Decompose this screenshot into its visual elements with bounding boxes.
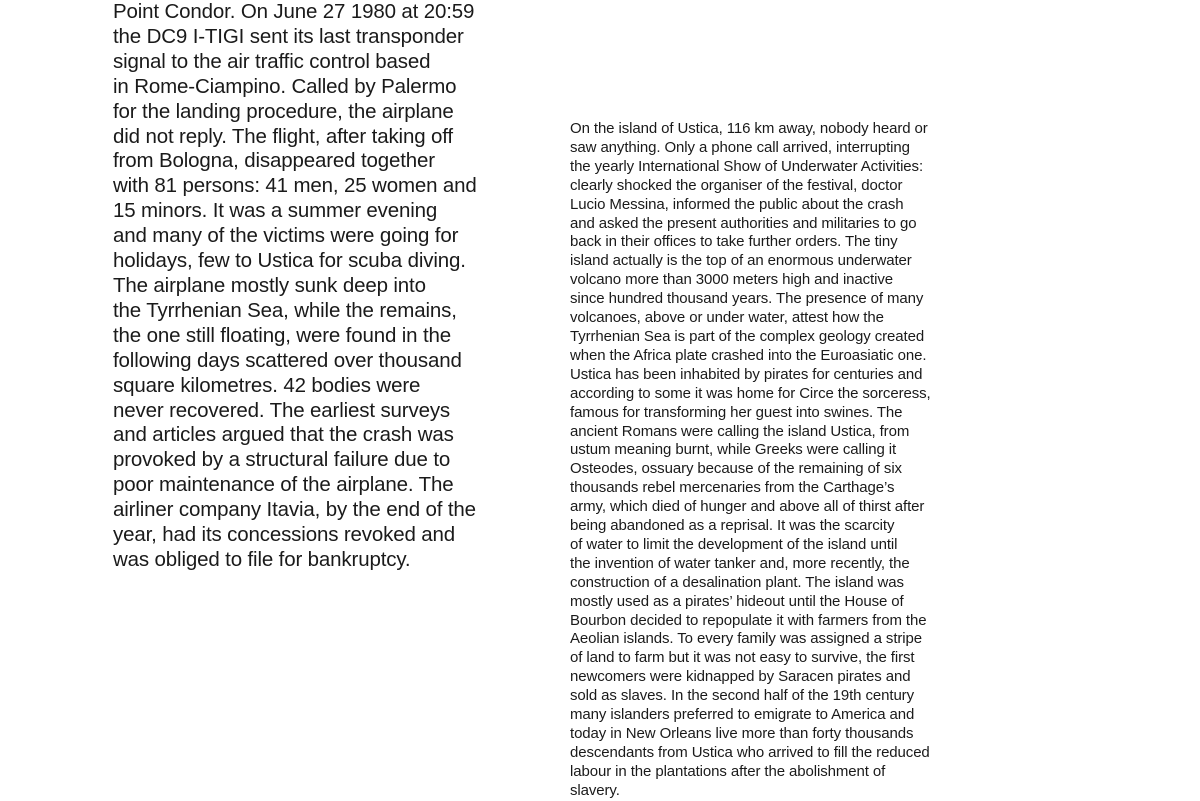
- right-line: today in New Orleans live more than forty thousands: [570, 725, 914, 742]
- left-line: and articles argued that the crash was: [113, 423, 454, 447]
- right-line: and asked the present authorities and militaries to go: [570, 214, 917, 232]
- left-line: never recovered. The earliest surveys: [113, 398, 451, 422]
- right-line: since hundred thousand years. The presence of many: [570, 290, 924, 308]
- right-line: of land to farm but it was not easy to survive, the first: [570, 649, 915, 667]
- right-line: Osteodes, ossuary because of the remaining of six: [570, 460, 902, 478]
- left-line: poor maintenance of the airplane. The: [113, 473, 454, 497]
- right-line: saw anything. Only a phone call arrived, interrupting: [570, 138, 910, 156]
- left-line: the DC9 I-TIGI sent its last transponder: [113, 24, 464, 48]
- right-line: volcanoes, above or under water, attest how the: [570, 309, 884, 327]
- left-line: following days scattered over thousand: [113, 348, 462, 372]
- right-line: Lucio Messina, informed the public about the crash: [570, 195, 904, 213]
- right-line: famous for transforming her guest into swines. The: [570, 403, 903, 421]
- right-line: descendants from Ustica who arrived to fill the reduced: [570, 743, 930, 761]
- right-line: mostly used as a pirates’ hideout until the House of: [570, 592, 904, 610]
- right-line: being abandoned as a reprisal. It was the scarcity: [570, 517, 895, 535]
- right-line: when the Africa plate crashed into the Euroasiatic one.: [570, 346, 927, 364]
- left-column-text: [113, 0, 513, 573]
- right-line: slavery.: [570, 781, 620, 799]
- right-line: construction of a desalination plant. The island was: [570, 573, 904, 591]
- left-line: from Bologna, disappeared together: [113, 149, 435, 173]
- left-line: the one still floating, were found in the: [113, 323, 452, 347]
- left-line: holidays, few to Ustica for scuba diving.: [113, 249, 466, 273]
- right-line: Bourbon decided to repopulate it with farmers from the: [570, 611, 927, 629]
- right-line: ancient Romans were calling the island Ustica, from: [570, 422, 910, 440]
- left-line: the Tyrrhenian Sea, while the remains,: [113, 298, 457, 322]
- right-line: thousands rebel mercenaries from the Carthage’s: [570, 479, 895, 497]
- right-line: sold as slaves. In the second half of the 19th century: [570, 687, 914, 705]
- left-line: in Rome-Ciampino. Called by Palermo: [113, 74, 457, 98]
- left-line: for the landing procedure, the airplane: [113, 99, 454, 123]
- right-line: volcano more than 3000 meters high and inactive: [570, 271, 894, 289]
- left-line: with 81 persons: 41 men, 25 women and: [113, 174, 477, 198]
- right-line: army, which died of hunger and above all of thirst after: [570, 498, 925, 516]
- left-line: year, had its concessions revoked and: [113, 523, 456, 547]
- right-line: Tyrrhenian Sea is part of the complex geology created: [570, 327, 925, 345]
- right-line: Aeolian islands. To every family was assigned a stripe: [570, 630, 923, 648]
- left-line: provoked by a structural failure due to: [113, 448, 451, 472]
- right-line: according to some it was home for Circe the sorceress,: [570, 384, 931, 402]
- right-line: the invention of water tanker and, more recently, the: [570, 554, 910, 572]
- right-line: Ustica has been inhabited by pirates for centuries and: [570, 365, 923, 383]
- right-line: the yearly International Show of Underwater Activities:: [570, 157, 924, 175]
- right-line: newcomers were kidnapped by Saracen pirates and: [570, 668, 911, 686]
- right-line: On the island of Ustica, 116 km away, nobody heard or: [570, 120, 928, 137]
- right-column-text: [570, 120, 990, 801]
- left-line: airliner company Itavia, by the end of the: [113, 498, 476, 522]
- left-line: was obliged to file for bankruptcy.: [113, 547, 411, 571]
- right-line: ustum meaning burnt, while Greeks were calling it: [570, 441, 897, 459]
- left-line: and many of the victims were going for: [113, 224, 459, 248]
- right-line: island actually is the top of an enormous underwater: [570, 252, 912, 270]
- left-line: did not reply. The flight, after taking off: [113, 124, 453, 148]
- right-line: many islanders preferred to emigrate to America and: [570, 706, 915, 724]
- right-line: back in their offices to take further orders. The tiny: [570, 233, 898, 251]
- right-line: labour in the plantations after the abolishment of: [570, 762, 886, 780]
- left-line: 15 minors. It was a summer evening: [113, 199, 438, 223]
- left-line: Point Condor. On June 27 1980 at 20:59: [113, 0, 475, 23]
- left-line: square kilometres. 42 bodies were: [113, 373, 421, 397]
- right-line: clearly shocked the organiser of the festival, doctor: [570, 176, 903, 194]
- left-line: signal to the air traffic control based: [113, 49, 431, 73]
- left-line: The airplane mostly sunk deep into: [113, 273, 426, 297]
- right-line: of water to limit the development of the island until: [570, 535, 898, 553]
